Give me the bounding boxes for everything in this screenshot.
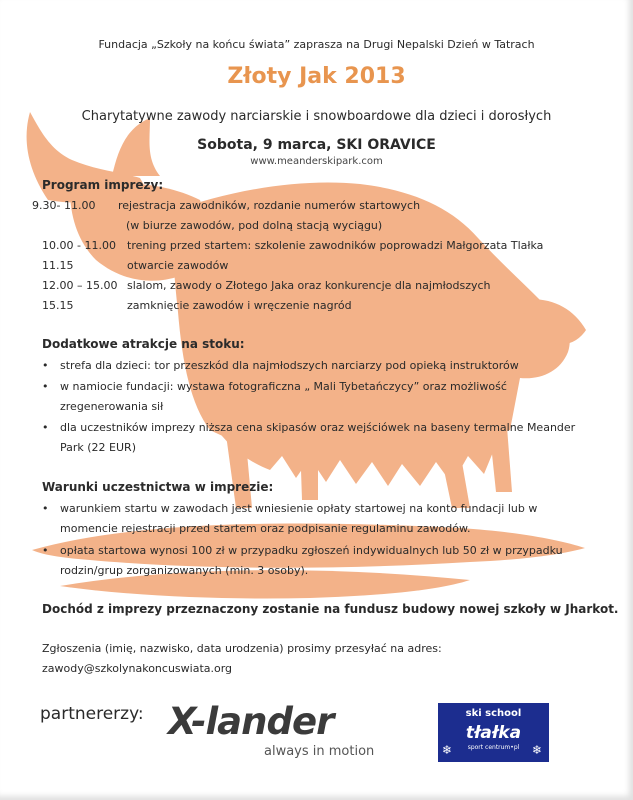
income-statement: Dochód z imprezy przeznaczony zostanie na fundusz budowy nowej szkoły w Jharkot. xyxy=(42,602,619,616)
attraction-line: zregenerowania sił xyxy=(60,400,164,413)
program-text: slalom, zawody o Złotego Jaka oraz konkurencje dla najmłodszych xyxy=(127,279,491,292)
condition-line: momencie rejestracji przed startem oraz podpisanie regulaminu zawodów. xyxy=(60,522,471,535)
bullet-icon: • xyxy=(42,544,49,557)
ski-school-text: ski school xyxy=(465,708,522,719)
xlander-logo[interactable] xyxy=(168,700,383,770)
tlalka-name: tłałka xyxy=(465,723,522,743)
program-heading: Program imprezy: xyxy=(42,178,164,192)
attraction-line: dla uczestników imprezy niższa cena skipasów oraz wejściówek na baseny termalne Meander xyxy=(60,421,576,434)
registration-email-link[interactable]: zawody@szkolynakoncuswiata.org xyxy=(42,662,233,675)
event-date-location: Sobota, 9 marca, SKI ORAVICE xyxy=(197,137,436,153)
xlander-logo-text: X-lander xyxy=(168,700,334,743)
tlalka-ski-school-logo[interactable] xyxy=(438,703,549,762)
conditions-heading: Warunki uczestnictwa w imprezie: xyxy=(42,480,274,494)
program-time: 11.15 xyxy=(42,259,74,272)
bullet-icon: • xyxy=(42,421,49,434)
program-text: otwarcie zawodów xyxy=(127,259,229,272)
program-time: 10.00 - 11.00 xyxy=(42,239,116,252)
bullet-icon: • xyxy=(42,502,49,515)
invitation-line: Fundacja „Szkoły na końcu świata” zaprasza na Drugi Nepalski Dzień w Tatrach xyxy=(98,38,535,51)
attractions-heading: Dodatkowe atrakcje na stoku: xyxy=(42,337,245,351)
program-time: 15.15 xyxy=(42,299,74,312)
attraction-line: strefa dla dzieci: tor przeszkód dla najmłodszych narciarzy pod opieką instruktorów xyxy=(60,359,519,372)
xlander-tagline: always in motion xyxy=(264,744,375,759)
program-text: (w biurze zawodów, pod dolną stacją wyciągu) xyxy=(126,219,383,232)
program-text: trening przed startem: szkolenie zawodników poprowadzi Małgorzata Tlałka xyxy=(127,239,544,252)
snowflake-icon: ❄ xyxy=(442,743,453,757)
condition-line: opłata startowa wynosi 100 zł w przypadku zgłoszeń indywidualnych lub 50 zł w przypadku xyxy=(60,544,563,557)
program-text: rejestracja zawodników, rozdanie numerów startowych xyxy=(118,199,421,212)
event-subtitle: Charytatywne zawody narciarskie i snowboardowe dla dzieci i dorosłych xyxy=(81,109,552,124)
bullet-icon: • xyxy=(42,380,49,393)
attraction-line: Park (22 EUR) xyxy=(60,441,136,454)
program-text: zamknięcie zawodów i wręczenie nagród xyxy=(127,299,352,312)
program-time: 12.00 – 15.00 xyxy=(42,279,118,292)
website-link[interactable]: www.meanderskipark.com xyxy=(250,156,383,167)
condition-line: rodzin/grup zorganizowanych (min. 3 osoby). xyxy=(60,564,309,577)
tlalka-subtitle: sport centrum•pl xyxy=(467,744,520,751)
registration-text: Zgłoszenia (imię, nazwisko, data urodzenia) prosimy przesyłać na adres: xyxy=(42,642,442,655)
attraction-line: w namiocie fundacji: wystawa fotograficzna „ Mali Tybetańczycy” oraz możliwość xyxy=(60,380,507,393)
snowflake-icon: ❄ xyxy=(532,743,543,757)
event-title: Złoty Jak 2013 xyxy=(227,64,406,89)
bullet-icon: • xyxy=(42,359,49,372)
condition-line: warunkiem startu w zawodach jest wniesienie opłaty startowej na konto fundacji lub w xyxy=(60,502,538,515)
program-time: 9.30- 11.00 xyxy=(32,199,96,212)
partners-label: partnererzy: xyxy=(40,704,144,724)
